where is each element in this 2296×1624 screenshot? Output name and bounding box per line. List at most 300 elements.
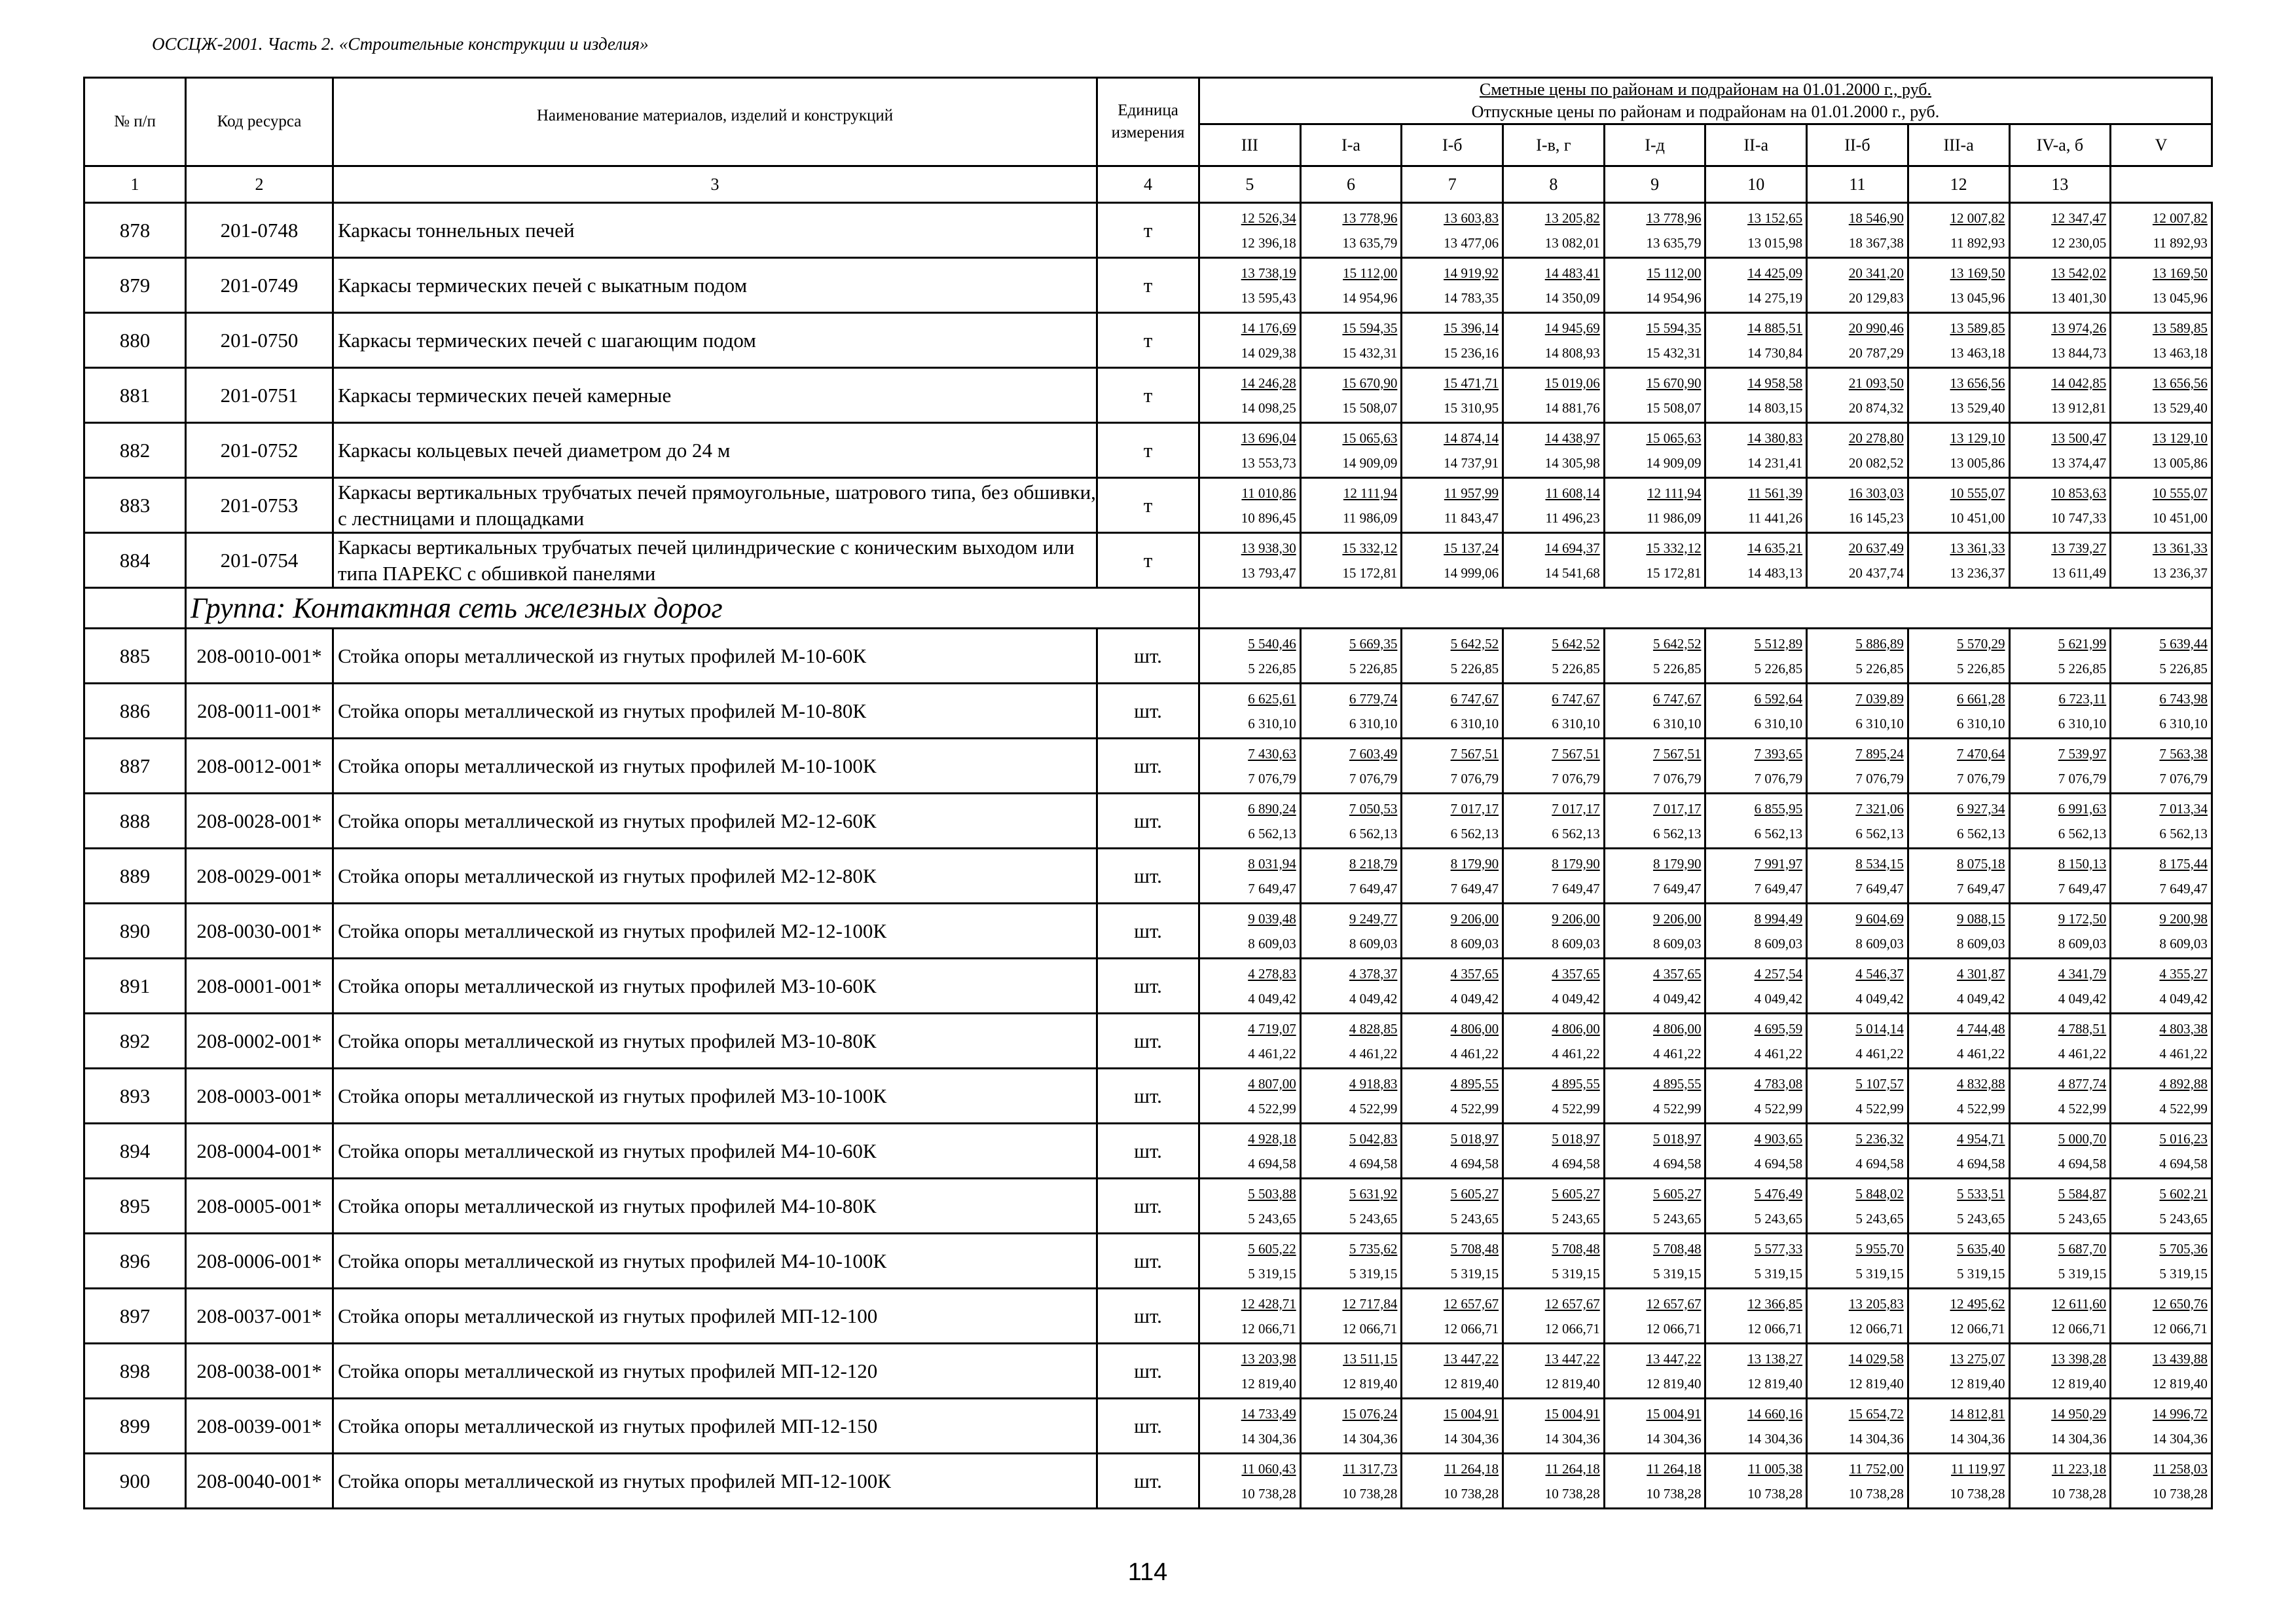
estimated-price: 13 589,85 — [2152, 320, 2208, 336]
estimated-price: 13 974,26 — [2051, 320, 2107, 336]
estimated-price: 15 137,24 — [1444, 540, 1499, 556]
selling-price: 6 562,13 — [2159, 825, 2208, 841]
price-cell — [2009, 959, 2111, 1014]
estimated-price: 11 317,73 — [1343, 1460, 1398, 1477]
estimated-price: 13 361,33 — [1950, 540, 2005, 556]
selling-price: 13 045,96 — [2152, 289, 2208, 306]
estimated-price: 5 476,49 — [1754, 1185, 1803, 1202]
selling-price: 10 738,28 — [1342, 1485, 1398, 1502]
price-cell — [1402, 533, 1503, 588]
region-header: I-а — [1300, 124, 1402, 166]
table-row — [84, 1289, 2212, 1344]
price-cell — [1604, 368, 1705, 423]
price-cell — [1908, 1289, 2009, 1344]
resource-code: 208-0006-001* — [186, 1234, 333, 1289]
price-cell — [1199, 1069, 1301, 1124]
selling-price: 5 319,15 — [1652, 1265, 1702, 1282]
selling-price: 10 738,28 — [1241, 1485, 1296, 1502]
item-name: Каркасы термических печей камерные — [333, 368, 1097, 423]
selling-price: 6 310,10 — [1450, 715, 1499, 731]
item-name: Стойка опоры металлической из гнутых профилей М4-10-80К — [333, 1179, 1097, 1234]
price-cell — [1807, 794, 1908, 849]
price-cell — [1199, 849, 1301, 904]
selling-price: 8 609,03 — [1349, 935, 1398, 951]
selling-price: 7 649,47 — [1754, 880, 1803, 896]
selling-price: 6 310,10 — [1349, 715, 1398, 731]
selling-price: 10 451,00 — [2152, 509, 2208, 526]
unit: шт. — [1097, 959, 1199, 1014]
selling-price: 14 304,36 — [1848, 1430, 1904, 1447]
selling-price: 5 226,85 — [2159, 660, 2208, 676]
selling-price: 5 243,65 — [1552, 1210, 1600, 1227]
price-cell — [1402, 258, 1503, 313]
price-cell — [2111, 904, 2212, 959]
resource-code: 201-0752 — [186, 423, 333, 478]
selling-price: 4 049,42 — [2159, 990, 2208, 1006]
price-cell — [1503, 533, 1605, 588]
selling-price: 4 694,58 — [2058, 1155, 2107, 1172]
selling-price: 12 819,40 — [1646, 1375, 1702, 1392]
estimated-price: 7 039,89 — [1855, 690, 1904, 707]
estimated-price: 7 470,64 — [1957, 745, 2005, 762]
column-number: 7 — [1402, 166, 1503, 203]
item-name: Каркасы термических печей с выкатным подом — [333, 258, 1097, 313]
selling-price: 5 319,15 — [1248, 1265, 1296, 1282]
unit: шт. — [1097, 1179, 1199, 1234]
estimated-price: 7 017,17 — [1450, 800, 1499, 817]
selling-price: 7 649,47 — [2159, 880, 2208, 896]
price-cell — [1300, 629, 1402, 684]
price-cell — [1199, 1124, 1301, 1179]
selling-price: 6 562,13 — [2058, 825, 2107, 841]
price-cell — [2009, 739, 2111, 794]
price-cell — [1402, 1454, 1503, 1509]
estimated-price: 15 654,72 — [1848, 1405, 1904, 1422]
estimated-price: 4 378,37 — [1349, 965, 1398, 982]
row-number: 887 — [84, 739, 186, 794]
row-number: 894 — [84, 1124, 186, 1179]
item-name: Стойка опоры металлической из гнутых профилей М-10-100К — [333, 739, 1097, 794]
price-cell — [1604, 959, 1705, 1014]
estimated-price: 7 567,51 — [1552, 745, 1600, 762]
estimated-price: 10 555,07 — [2152, 485, 2208, 501]
estimated-price: 6 723,11 — [2058, 690, 2107, 707]
estimated-price: 12 111,94 — [1647, 485, 1702, 501]
price-cell — [2009, 849, 2111, 904]
estimated-price: 7 017,17 — [1652, 800, 1702, 817]
selling-price: 12 066,71 — [1241, 1320, 1296, 1337]
selling-price: 12 066,71 — [1544, 1320, 1600, 1337]
estimated-price: 6 747,67 — [1552, 690, 1600, 707]
item-name: Стойка опоры металлической из гнутых профилей М4-10-60К — [333, 1124, 1097, 1179]
price-cell — [2111, 203, 2212, 258]
item-name: Стойка опоры металлической из гнутых профилей М-10-60К — [333, 629, 1097, 684]
estimated-price: 11 752,00 — [1849, 1460, 1904, 1477]
estimated-price: 9 206,00 — [1450, 910, 1499, 927]
item-name: Стойка опоры металлической из гнутых профилей МП-12-120 — [333, 1344, 1097, 1399]
estimated-price: 5 018,97 — [1450, 1130, 1499, 1147]
estimated-price: 8 218,79 — [1349, 855, 1398, 872]
selling-price: 8 609,03 — [1754, 935, 1803, 951]
estimated-price: 12 611,60 — [2051, 1295, 2107, 1312]
price-cell — [1908, 629, 2009, 684]
estimated-price: 6 890,24 — [1248, 800, 1296, 817]
unit: шт. — [1097, 1069, 1199, 1124]
price-cell — [2009, 629, 2111, 684]
price-cell — [1199, 423, 1301, 478]
selling-price: 5 319,15 — [1349, 1265, 1398, 1282]
price-cell — [1604, 1014, 1705, 1069]
price-cell — [1199, 1179, 1301, 1234]
estimated-price: 7 603,49 — [1349, 745, 1398, 762]
selling-price: 14 783,35 — [1444, 289, 1499, 306]
item-name: Стойка опоры металлической из гнутых профилей М4-10-100К — [333, 1234, 1097, 1289]
price-cell — [1807, 959, 1908, 1014]
price-cell — [1705, 423, 1807, 478]
item-name: Стойка опоры металлической из гнутых профилей М2-12-100К — [333, 904, 1097, 959]
selling-price: 11 843,47 — [1444, 509, 1499, 526]
estimated-price: 13 656,56 — [1950, 375, 2005, 391]
table-row — [84, 203, 2212, 258]
estimated-price: 6 592,64 — [1754, 690, 1803, 707]
estimated-price: 13 169,50 — [1950, 265, 2005, 281]
resource-code: 208-0005-001* — [186, 1179, 333, 1234]
estimated-price: 6 661,28 — [1957, 690, 2005, 707]
price-cell — [2111, 1289, 2212, 1344]
estimated-price: 11 005,38 — [1747, 1460, 1803, 1477]
selling-price: 4 461,22 — [1349, 1045, 1398, 1061]
row-number: 879 — [84, 258, 186, 313]
region-header: I-в, г — [1503, 124, 1605, 166]
selling-price: 10 738,28 — [1950, 1485, 2005, 1502]
estimated-price: 14 635,21 — [1747, 540, 1803, 556]
price-cell — [1300, 423, 1402, 478]
item-name: Стойка опоры металлической из гнутых профилей М3-10-100К — [333, 1069, 1097, 1124]
estimated-price: 7 321,06 — [1855, 800, 1904, 817]
row-number: 896 — [84, 1234, 186, 1289]
price-cell — [1807, 1179, 1908, 1234]
estimated-price: 9 039,48 — [1248, 910, 1296, 927]
table-row — [84, 629, 2212, 684]
selling-price: 4 049,42 — [1957, 990, 2005, 1006]
price-cell — [1402, 794, 1503, 849]
column-number: 4 — [1097, 166, 1199, 203]
price-cell — [1807, 1069, 1908, 1124]
table-row — [84, 794, 2212, 849]
estimated-price: 11 258,03 — [2153, 1460, 2208, 1477]
estimated-price: 12 495,62 — [1950, 1295, 2005, 1312]
price-cell — [2111, 478, 2212, 533]
estimated-price: 14 380,83 — [1747, 430, 1803, 446]
selling-price: 14 541,68 — [1544, 564, 1600, 581]
estimated-price: 10 853,63 — [2051, 485, 2107, 501]
resource-code: 208-0038-001* — [186, 1344, 333, 1399]
unit: т — [1097, 368, 1199, 423]
selling-price: 10 738,28 — [1544, 1485, 1600, 1502]
selling-price: 5 226,85 — [1754, 660, 1803, 676]
selling-price: 13 015,98 — [1747, 234, 1803, 251]
price-cell — [1300, 1179, 1402, 1234]
price-cell — [1199, 1289, 1301, 1344]
selling-price: 12 819,40 — [1950, 1375, 2005, 1392]
estimated-price: 14 945,69 — [1544, 320, 1600, 336]
item-name: Стойка опоры металлической из гнутых профилей МП-12-150 — [333, 1399, 1097, 1454]
selling-price: 14 304,36 — [1241, 1430, 1296, 1447]
estimated-price: 8 175,44 — [2159, 855, 2208, 872]
price-cell — [1604, 794, 1705, 849]
region-header: IV-а, б — [2009, 124, 2111, 166]
price-cell — [1402, 1124, 1503, 1179]
selling-price: 14 954,96 — [1646, 289, 1702, 306]
selling-price: 4 049,42 — [1652, 990, 1702, 1006]
selling-price: 4 461,22 — [1652, 1045, 1702, 1061]
estimated-price: 8 031,94 — [1248, 855, 1296, 872]
selling-price: 6 562,13 — [1450, 825, 1499, 841]
selling-price: 4 049,42 — [1754, 990, 1803, 1006]
column-number: 12 — [1908, 166, 2009, 203]
price-cell — [1807, 368, 1908, 423]
selling-price: 11 986,09 — [1343, 509, 1398, 526]
row-number: 895 — [84, 1179, 186, 1234]
selling-price: 5 243,65 — [1349, 1210, 1398, 1227]
estimated-price: 6 855,95 — [1754, 800, 1803, 817]
selling-price: 6 310,10 — [1552, 715, 1600, 731]
price-cell — [1402, 904, 1503, 959]
estimated-price: 15 019,06 — [1544, 375, 1600, 391]
selling-price: 13 401,30 — [2051, 289, 2107, 306]
estimated-price: 5 605,22 — [1248, 1240, 1296, 1257]
selling-price: 4 461,22 — [2159, 1045, 2208, 1061]
price-cell — [2111, 258, 2212, 313]
estimated-price: 15 004,91 — [1646, 1405, 1702, 1422]
unit: шт. — [1097, 1289, 1199, 1344]
selling-price: 4 522,99 — [2159, 1100, 2208, 1116]
price-cell — [2111, 794, 2212, 849]
price-cell — [1402, 1289, 1503, 1344]
estimated-price: 15 332,12 — [1342, 540, 1398, 556]
selling-price: 5 243,65 — [1754, 1210, 1803, 1227]
estimated-price: 8 075,18 — [1957, 855, 2005, 872]
estimated-price: 5 014,14 — [1855, 1020, 1904, 1037]
table-row — [84, 313, 2212, 368]
price-cell — [1908, 1124, 2009, 1179]
item-name: Каркасы вертикальных трубчатых печей цилиндрические с коническим выходом или типа ПАРЕКС с обшивкой панелями — [333, 533, 1097, 588]
price-cell — [1908, 794, 2009, 849]
estimated-price: 5 584,87 — [2058, 1185, 2107, 1202]
selling-price: 12 819,40 — [1342, 1375, 1398, 1392]
price-cell — [1300, 1234, 1402, 1289]
estimated-price: 8 534,15 — [1855, 855, 1904, 872]
header-price-title-2: Отпускные цены по районам и подрайонам на 01.01.2000 г., руб. — [1471, 102, 1940, 121]
selling-price: 12 819,40 — [2152, 1375, 2208, 1392]
estimated-price: 5 503,88 — [1248, 1185, 1296, 1202]
estimated-price: 14 919,92 — [1444, 265, 1499, 281]
resource-code: 208-0029-001* — [186, 849, 333, 904]
estimated-price: 15 594,35 — [1342, 320, 1398, 336]
selling-price: 5 243,65 — [1652, 1210, 1702, 1227]
estimated-price: 12 657,67 — [1544, 1295, 1600, 1312]
estimated-price: 9 604,69 — [1855, 910, 1904, 927]
estimated-price: 8 179,90 — [1552, 855, 1600, 872]
estimated-price: 12 347,47 — [2051, 210, 2107, 226]
estimated-price: 12 717,84 — [1342, 1295, 1398, 1312]
price-cell — [1705, 1069, 1807, 1124]
price-cell — [1402, 629, 1503, 684]
estimated-price: 6 747,67 — [1450, 690, 1499, 707]
price-cell — [1604, 533, 1705, 588]
estimated-price: 5 708,48 — [1652, 1240, 1702, 1257]
selling-price: 6 310,10 — [2058, 715, 2107, 731]
price-cell — [1503, 849, 1605, 904]
selling-price: 12 066,71 — [1950, 1320, 2005, 1337]
table-row — [84, 368, 2212, 423]
selling-price: 13 529,40 — [1950, 399, 2005, 416]
price-cell — [1807, 423, 1908, 478]
price-cell — [1807, 1454, 1908, 1509]
price-cell — [1503, 904, 1605, 959]
price-cell — [2111, 1454, 2212, 1509]
selling-price: 6 562,13 — [1349, 825, 1398, 841]
price-cell — [2111, 739, 2212, 794]
estimated-price: 15 076,24 — [1342, 1405, 1398, 1422]
price-cell — [1300, 478, 1402, 533]
selling-price: 12 066,71 — [1747, 1320, 1803, 1337]
selling-price: 4 049,42 — [1552, 990, 1600, 1006]
price-cell — [1807, 1014, 1908, 1069]
table-row — [84, 959, 2212, 1014]
price-cell — [2111, 684, 2212, 739]
price-cell — [1503, 423, 1605, 478]
estimated-price: 15 065,63 — [1342, 430, 1398, 446]
price-cell — [1604, 313, 1705, 368]
selling-price: 20 874,32 — [1848, 399, 1904, 416]
price-cell — [1503, 478, 1605, 533]
price-cell — [2009, 368, 2111, 423]
estimated-price: 14 958,58 — [1747, 375, 1803, 391]
price-cell — [1300, 794, 1402, 849]
selling-price: 13 005,86 — [1950, 454, 2005, 471]
price-cell — [1604, 629, 1705, 684]
price-cell — [1908, 1069, 2009, 1124]
group-row-num-cell — [84, 588, 186, 629]
price-cell — [1807, 849, 1908, 904]
price-cell — [1604, 1399, 1705, 1454]
estimated-price: 7 567,51 — [1652, 745, 1702, 762]
estimated-price: 4 546,37 — [1855, 965, 1904, 982]
selling-price: 14 909,09 — [1342, 454, 1398, 471]
selling-price: 15 310,95 — [1444, 399, 1499, 416]
estimated-price: 14 812,81 — [1950, 1405, 2005, 1422]
estimated-price: 21 093,50 — [1848, 375, 1904, 391]
price-cell — [1604, 1454, 1705, 1509]
item-name: Стойка опоры металлической из гнутых профилей М3-10-60К — [333, 959, 1097, 1014]
header-prices — [1199, 78, 2212, 124]
price-cell — [1908, 904, 2009, 959]
selling-price: 4 522,99 — [1855, 1100, 1904, 1116]
region-header: II-б — [1807, 124, 1908, 166]
header-num: № п/п — [84, 78, 186, 166]
price-cell — [2009, 258, 2111, 313]
estimated-price: 13 447,22 — [1646, 1350, 1702, 1367]
estimated-price: 5 735,62 — [1349, 1240, 1398, 1257]
price-cell — [1908, 313, 2009, 368]
selling-price: 5 243,65 — [1248, 1210, 1296, 1227]
price-cell — [1503, 258, 1605, 313]
estimated-price: 13 739,27 — [2051, 540, 2107, 556]
table-row — [84, 1124, 2212, 1179]
estimated-price: 5 687,70 — [2058, 1240, 2107, 1257]
selling-price: 13 236,37 — [1950, 564, 2005, 581]
price-cell — [2111, 629, 2212, 684]
estimated-price: 4 341,79 — [2058, 965, 2107, 982]
estimated-price: 14 874,14 — [1444, 430, 1499, 446]
selling-price: 5 319,15 — [2159, 1265, 2208, 1282]
price-cell — [1503, 1289, 1605, 1344]
selling-price: 4 694,58 — [2159, 1155, 2208, 1172]
region-header: I-д — [1604, 124, 1705, 166]
selling-price: 8 609,03 — [1855, 935, 1904, 951]
price-cell — [1300, 739, 1402, 794]
price-cell — [1807, 1124, 1908, 1179]
price-cell — [1807, 533, 1908, 588]
estimated-price: 5 577,33 — [1754, 1240, 1803, 1257]
selling-price: 4 522,99 — [1248, 1100, 1296, 1116]
selling-price: 14 304,36 — [1950, 1430, 2005, 1447]
estimated-price: 7 430,63 — [1248, 745, 1296, 762]
selling-price: 12 819,40 — [2051, 1375, 2107, 1392]
selling-price: 8 609,03 — [1450, 935, 1499, 951]
estimated-price: 11 957,99 — [1444, 485, 1499, 501]
estimated-price: 11 608,14 — [1545, 485, 1600, 501]
unit: шт. — [1097, 1454, 1199, 1509]
price-cell — [1908, 1454, 2009, 1509]
price-cell — [1300, 258, 1402, 313]
selling-price: 6 562,13 — [1552, 825, 1600, 841]
table-row — [84, 849, 2212, 904]
selling-price: 4 461,22 — [1248, 1045, 1296, 1061]
selling-price: 15 172,81 — [1646, 564, 1702, 581]
price-cell — [2009, 1234, 2111, 1289]
selling-price: 4 522,99 — [1349, 1100, 1398, 1116]
table-row — [84, 533, 2212, 588]
price-cell — [1503, 629, 1605, 684]
price-cell — [2111, 423, 2212, 478]
price-cell — [1705, 1124, 1807, 1179]
selling-price: 13 553,73 — [1241, 454, 1296, 471]
estimated-price: 12 526,34 — [1241, 210, 1296, 226]
selling-price: 8 609,03 — [2058, 935, 2107, 951]
selling-price: 11 986,09 — [1647, 509, 1702, 526]
price-cell — [1199, 1234, 1301, 1289]
estimated-price: 13 778,96 — [1646, 210, 1702, 226]
estimated-price: 13 169,50 — [2152, 265, 2208, 281]
selling-price: 13 793,47 — [1241, 564, 1296, 581]
column-number: 11 — [1807, 166, 1908, 203]
resource-code: 208-0003-001* — [186, 1069, 333, 1124]
estimated-price: 5 639,44 — [2159, 635, 2208, 652]
selling-price: 7 076,79 — [1754, 770, 1803, 786]
estimated-price: 5 955,70 — [1855, 1240, 1904, 1257]
estimated-price: 4 744,48 — [1957, 1020, 2005, 1037]
row-number: 893 — [84, 1069, 186, 1124]
column-number: 8 — [1503, 166, 1605, 203]
estimated-price: 15 004,91 — [1444, 1405, 1499, 1422]
price-cell — [1705, 1454, 1807, 1509]
resource-code: 201-0749 — [186, 258, 333, 313]
price-cell — [1705, 1399, 1807, 1454]
price-cell — [1807, 1344, 1908, 1399]
selling-price: 14 803,15 — [1747, 399, 1803, 416]
